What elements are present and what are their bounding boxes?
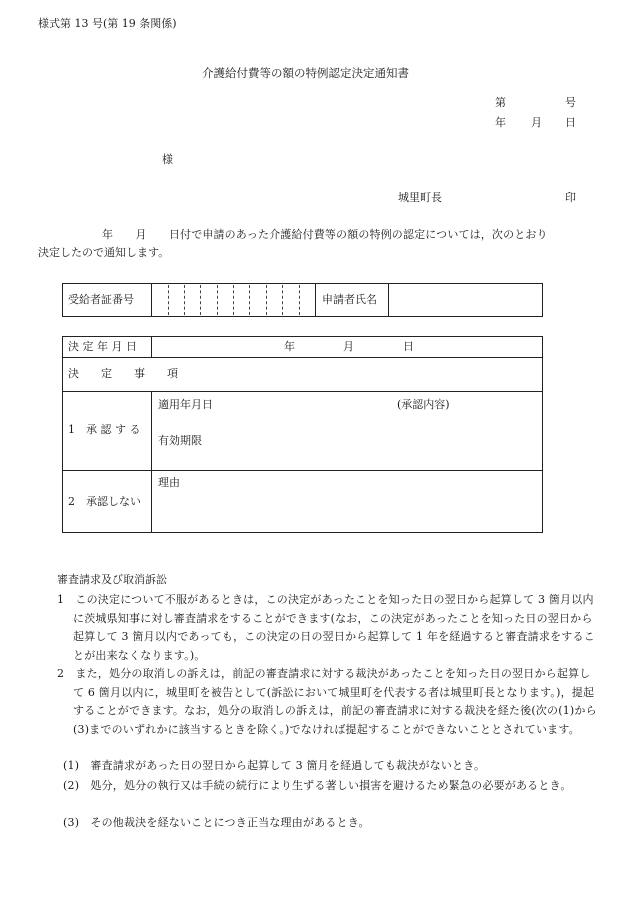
date-year: 年 [495, 116, 506, 129]
recipient-id-label: 受給者証番号 [68, 293, 134, 306]
date-month: 月 [531, 116, 542, 129]
notice-item-2: 2 また，処分の取消しの訴えは，前記の審査請求に対する裁決があったことを知った日の翌日から起算して 6 箇月以内に，城里町を被告として(訴訟において城里町を代表する者は城里町長となります。)，提起することができます。なお，処分の取消しの訴えは，前記の審査請求に対する裁決を経た後(次の(1)から(3)までのいずれかに該当するときを除く。)でなければ提起することができないこととされています。 [57, 667, 597, 736]
issuer: 城里町長 [398, 191, 442, 204]
notice-sub-1: (1) 審査請求があった日の翌日から起算して 3 箇月を経過しても裁決がないとき。 [63, 759, 486, 772]
decision-date-month: 月 [343, 340, 354, 353]
approved-content-label: (承認内容) [397, 398, 450, 411]
number-prefix: 第 [495, 96, 506, 109]
notice-sub-2: (2) 処分，処分の執行又は手続の続行により生ずる著しい損害を避けるため緊急の必要があるとき。 [63, 779, 572, 792]
notice-heading: 審査請求及び取消訴訟 [57, 573, 167, 586]
notice-item-1: 1 この決定について不服があるときは，この決定があったことを知った日の翌日から起算して 3 箇月以内に茨城県知事に対し審査請求をすることができます(なお，この決定があったことを知った日の翌日から起算して 3 箇月以内であっても，この決定の日の翌日から起算して 1 年を経過すると審査請求をすることが出来なくなります。)。 [57, 593, 595, 662]
apply-date-label: 適用年月日 [158, 398, 213, 411]
applicant-name-label: 申請者氏名 [322, 293, 377, 306]
reject-label: 2 承認しない [68, 495, 141, 508]
body-line-1: 年 月 日付で申請のあった介護給付費等の額の特例の認定については，次のとおり [102, 228, 548, 241]
addressee-suffix: 様 [162, 153, 173, 166]
body-line-2: 決定したので通知します。 [38, 246, 170, 259]
reason-label: 理由 [158, 476, 180, 489]
decision-date-year: 年 [284, 340, 295, 353]
validity-label: 有効期限 [158, 434, 202, 447]
decision-date-day: 日 [403, 340, 414, 353]
decision-matter-label: 決 定 事 項 [68, 367, 178, 380]
date-day: 日 [565, 116, 576, 129]
document-title: 介護給付費等の額の特例認定決定通知書 [202, 66, 409, 80]
approve-label: 1 承 認 す る [68, 423, 141, 436]
notice-sub-3: (3) その他裁決を経ないことにつき正当な理由があるとき。 [63, 816, 370, 829]
decision-date-label: 決 定 年 月 日 [68, 340, 137, 353]
number-suffix: 号 [565, 96, 576, 109]
seal-mark: 印 [565, 191, 576, 204]
form-number: 様式第 13 号(第 19 条関係) [38, 17, 177, 30]
